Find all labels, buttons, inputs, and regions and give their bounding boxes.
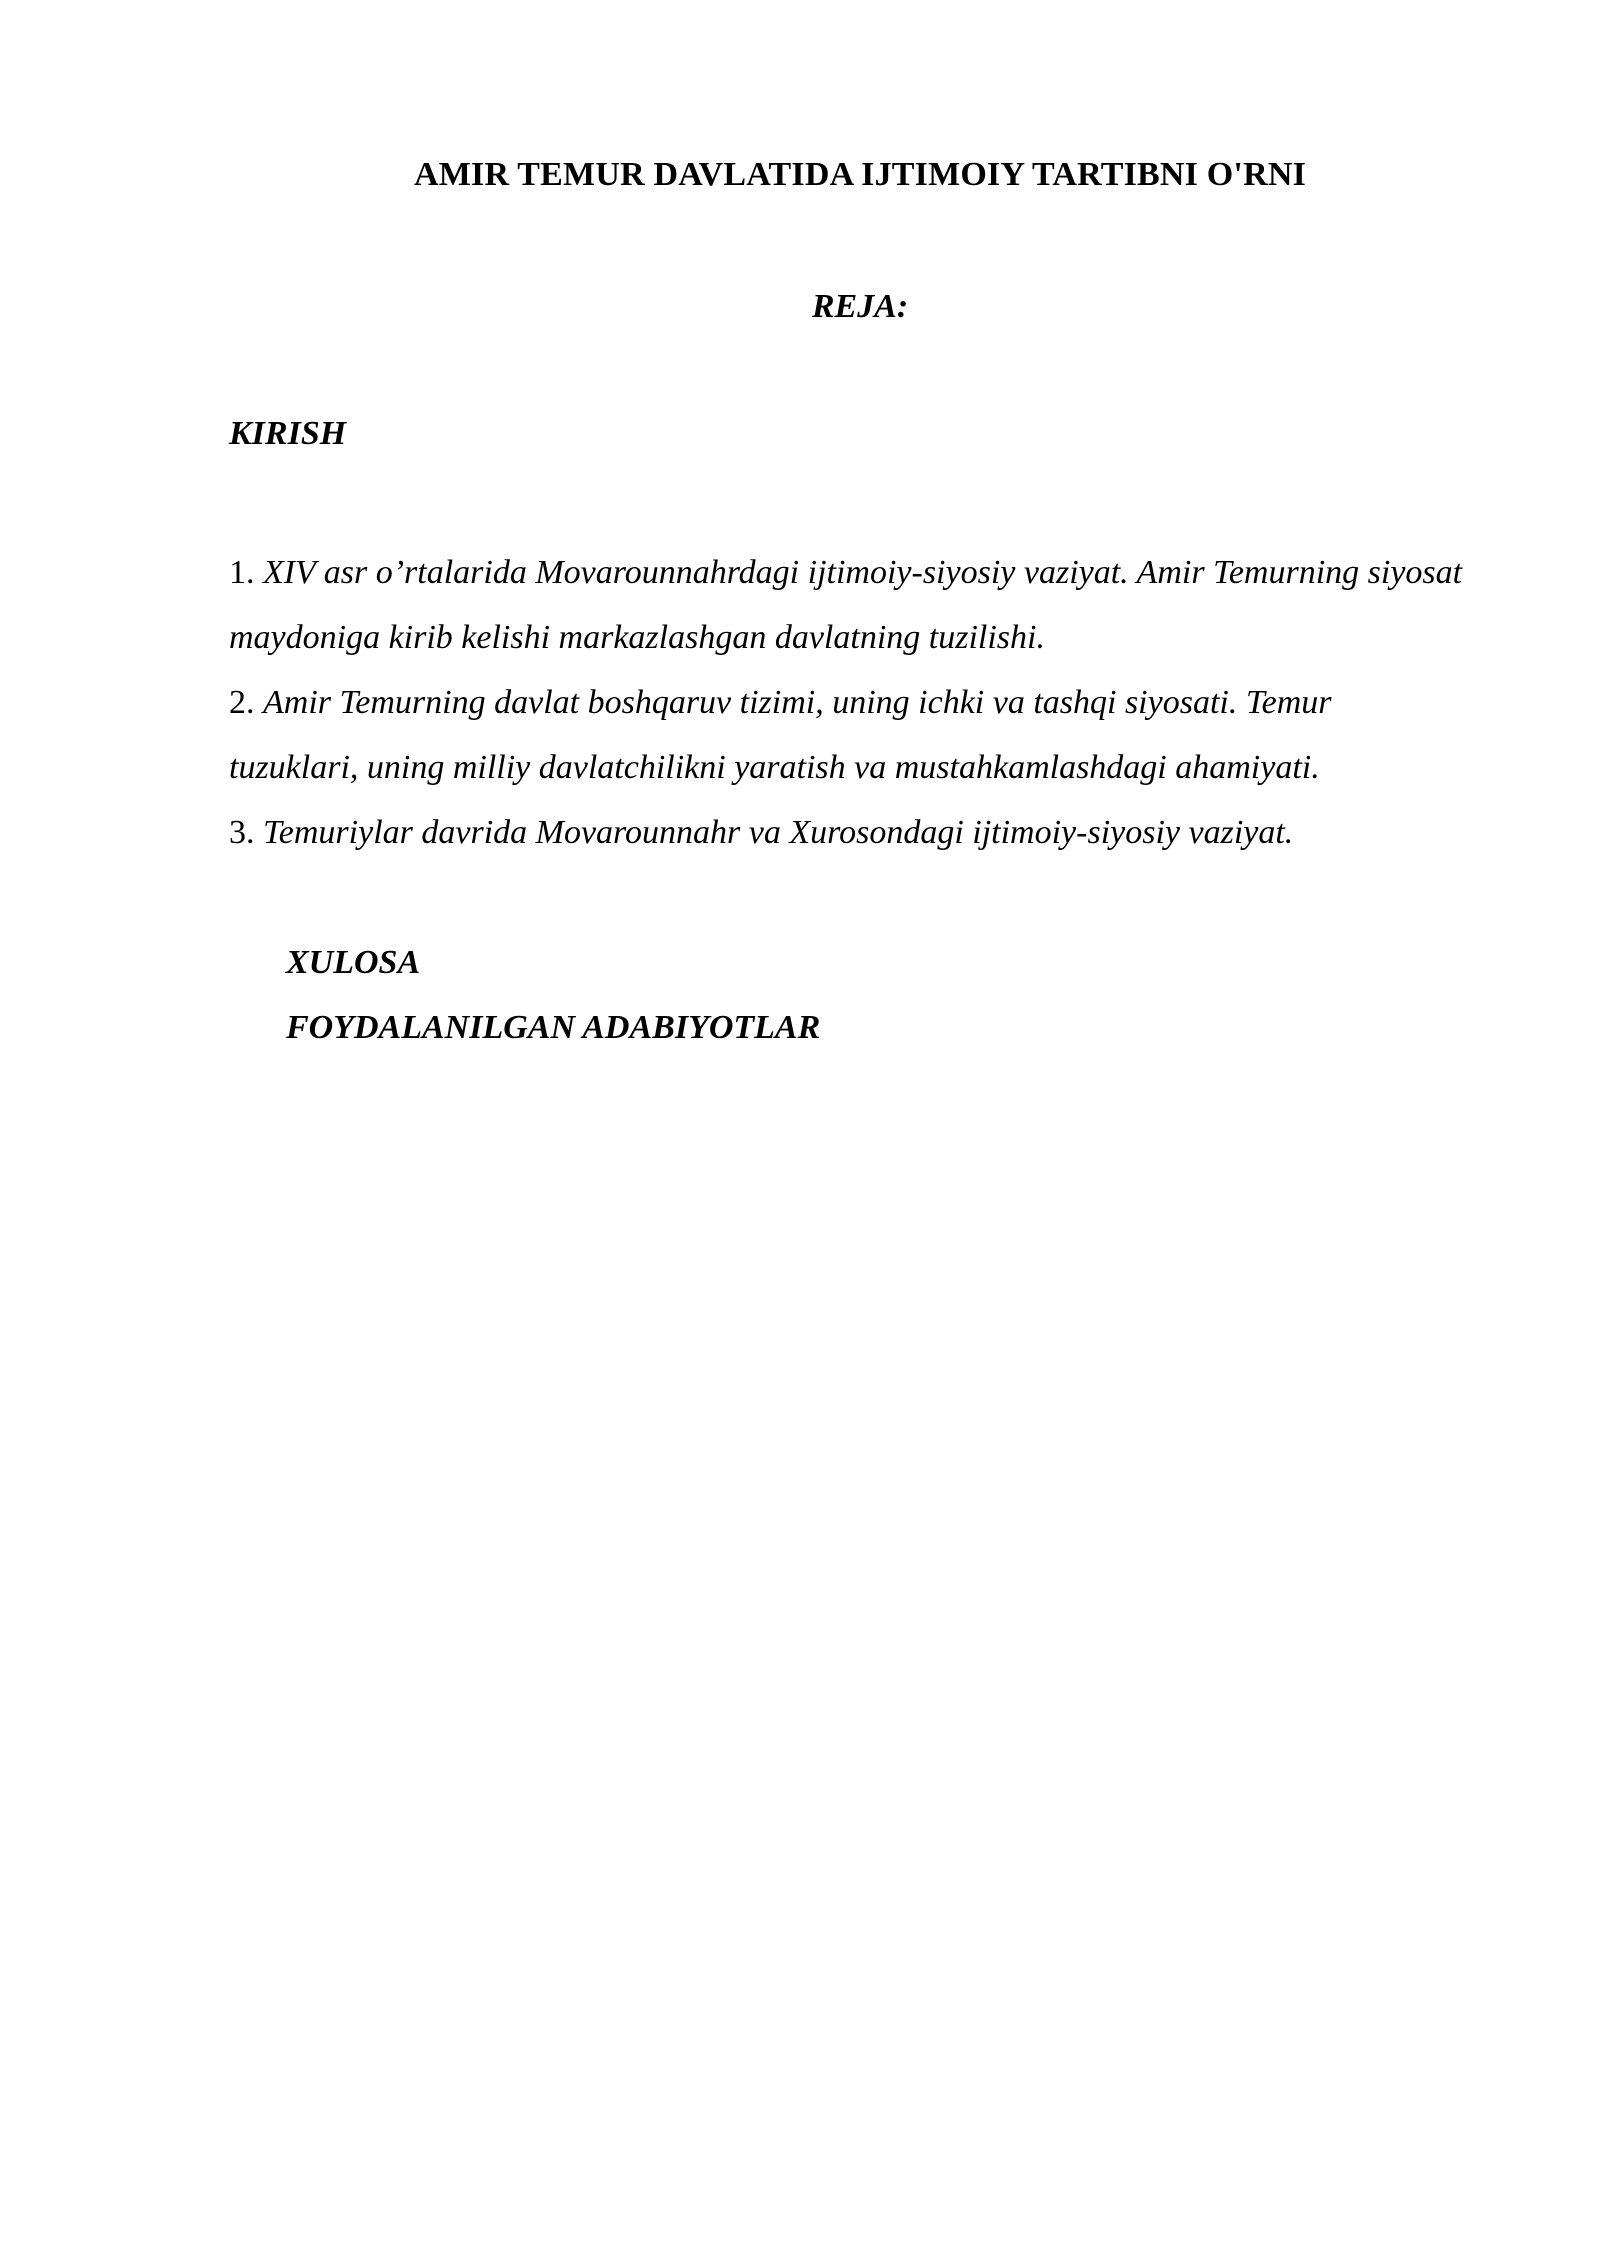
introduction-heading: KIRISH [229,415,347,452]
plan-item-text: Temuriylar davrida Movarounnahr va Xurosondagi ijtimoiy-siyosiy vaziyat. [263,814,1294,851]
plan-item [229,540,1469,670]
plan-list [229,540,1469,865]
plan-item-text: XIV asr o’rtalarida Movarounnahrdagi ijtimoiy-siyosiy vaziyat. Amir Temurning siyosat maydoniga kirib kelishi markazlashgan davlatning tuzilishi. [229,554,1463,656]
document-title: AMIR TEMUR DAVLATIDA IJTIMOIY TARTIBNI O'RNI [413,156,1307,193]
plan-heading: REJA: [811,288,909,325]
plan-item-number: 1. [229,554,255,591]
closing-sections [286,930,820,1060]
plan-item [229,800,1469,865]
plan-item-number: 3. [229,814,255,851]
plan-item-text: Amir Temurning davlat boshqaruv tizimi, uning ichki va tashqi siyosati. Temur tuzuklari, uning milliy davlatchilikni yaratish va mustahkamlashdagi ahamiyati. [229,684,1332,786]
references-heading: FOYDALANILGAN ADABIYOTLAR [286,1009,821,1046]
plan-item [229,670,1469,800]
conclusion-heading: XULOSA [286,944,421,981]
plan-item-number: 2. [229,684,255,721]
